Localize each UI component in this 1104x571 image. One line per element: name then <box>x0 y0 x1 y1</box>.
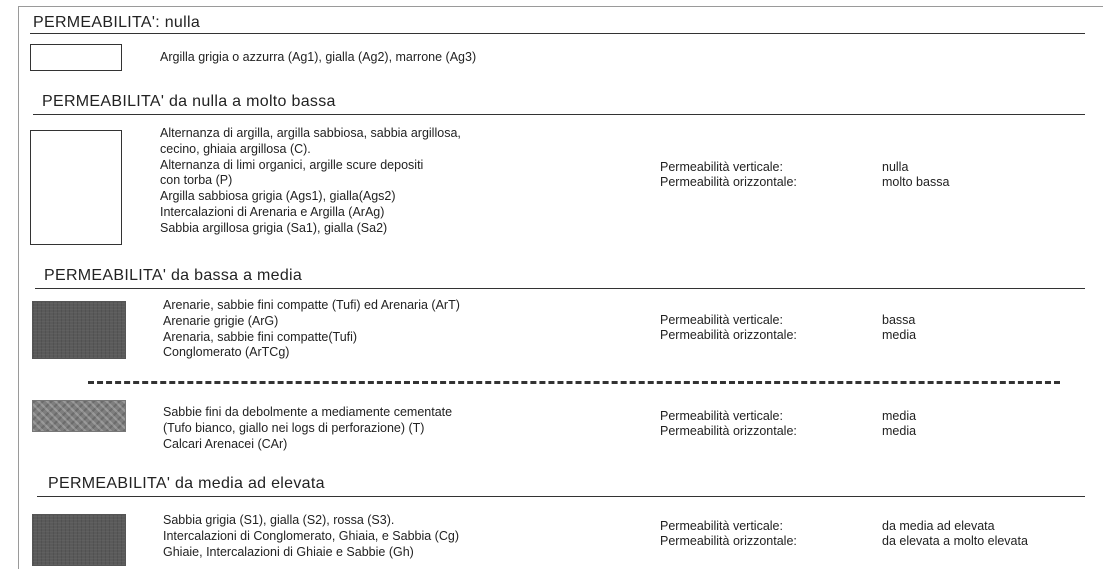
description-line: Alternanza di limi organici, argille scure depositi <box>160 157 424 172</box>
description-line: Sabbia argillosa grigia (Sa1), gialla (Sa2) <box>160 220 388 235</box>
vertical-permeability-label: Permeabilità verticale: <box>660 160 783 174</box>
entry-description <box>160 50 476 66</box>
horizontal-permeability-label: Permeabilità orizzontale: <box>660 328 797 342</box>
description-line: Argilla grigia o azzurra (Ag1), gialla (Ag2), marrone (Ag3) <box>160 50 477 64</box>
section-heading-nulla: PERMEABILITA': nulla <box>33 14 201 31</box>
description-line: Arenarie grigie (ArG) <box>163 313 279 328</box>
permeability-values <box>660 313 916 343</box>
section-rule <box>30 33 1085 34</box>
horizontal-permeability-value: molto bassa <box>882 175 950 189</box>
horizontal-permeability-label: Permeabilità orizzontale: <box>660 534 797 548</box>
vertical-permeability-label: Permeabilità verticale: <box>660 409 783 423</box>
section-heading-nulla-molto-bassa: PERMEABILITA' da nulla a molto bassa <box>42 93 336 110</box>
horizontal-permeability-value: media <box>882 328 917 342</box>
description-line: con torba (P) <box>160 173 233 188</box>
vertical-permeability-value: bassa <box>882 313 916 327</box>
vertical-permeability-value: nulla <box>882 160 909 174</box>
description-line: Ghiaie, Intercalazioni di Ghiaie e Sabbie (Gh) <box>163 544 414 559</box>
horizontal-permeability-label: Permeabilità orizzontale: <box>660 175 797 189</box>
description-line: Arenarie, sabbie fini compatte (Tufi) ed Arenaria (ArT) <box>163 298 460 312</box>
dashed-separator <box>88 381 1060 384</box>
vertical-permeability-value: media <box>882 409 917 423</box>
vertical-permeability-label: Permeabilità verticale: <box>660 519 783 533</box>
description-line: (Tufo bianco, giallo nei logs di perforazione) (T) <box>163 420 425 435</box>
section-rule <box>35 288 1085 289</box>
section-rule <box>37 496 1085 497</box>
description-line: Sabbie fini da debolmente a mediamente cementate <box>163 405 453 419</box>
horizontal-permeability-value: da elevata a molto elevata <box>882 534 1028 548</box>
vertical-permeability-label: Permeabilità verticale: <box>660 313 783 327</box>
description-line: Intercalazioni di Arenaria e Argilla (ArAg) <box>160 204 385 219</box>
description-line: Arenaria, sabbie fini compatte(Tufi) <box>163 329 358 344</box>
entry-description <box>160 126 461 237</box>
entry-description <box>163 513 459 560</box>
permeability-values <box>660 160 949 190</box>
section-rule <box>33 114 1085 115</box>
description-line: Alternanza di argilla, argilla sabbiosa, sabbia argillosa, <box>160 126 461 140</box>
permeability-values <box>660 519 1028 549</box>
entry-description <box>163 298 460 361</box>
description-line: Argilla sabbiosa grigia (Ags1), gialla(Ags2) <box>160 189 396 204</box>
description-line: Conglomerato (ArTCg) <box>163 345 290 360</box>
horizontal-permeability-label: Permeabilità orizzontale: <box>660 424 797 438</box>
description-line: cecino, ghiaia argillosa (C). <box>160 141 311 156</box>
horizontal-permeability-value: media <box>882 424 917 438</box>
section-heading-media-elevata: PERMEABILITA' da media ad elevata <box>48 475 325 492</box>
legend-swatch-patterned-gray <box>32 400 126 432</box>
entry-description <box>163 405 452 452</box>
vertical-permeability-value: da media ad elevata <box>882 519 995 533</box>
legend-swatch-dark-gray <box>32 514 126 566</box>
description-line: Sabbia grigia (S1), gialla (S2), rossa (S3). <box>163 513 395 527</box>
section-heading-bassa-media: PERMEABILITA' da bassa a media <box>44 267 303 284</box>
legend-swatch-white <box>30 130 122 245</box>
description-line: Calcari Arenacei (CAr) <box>163 436 288 451</box>
permeability-values <box>660 409 916 439</box>
legend-swatch-white <box>30 44 122 71</box>
description-line: Intercalazioni di Conglomerato, Ghiaia, e Sabbia (Cg) <box>163 528 459 543</box>
legend-swatch-dark-gray <box>32 301 126 359</box>
